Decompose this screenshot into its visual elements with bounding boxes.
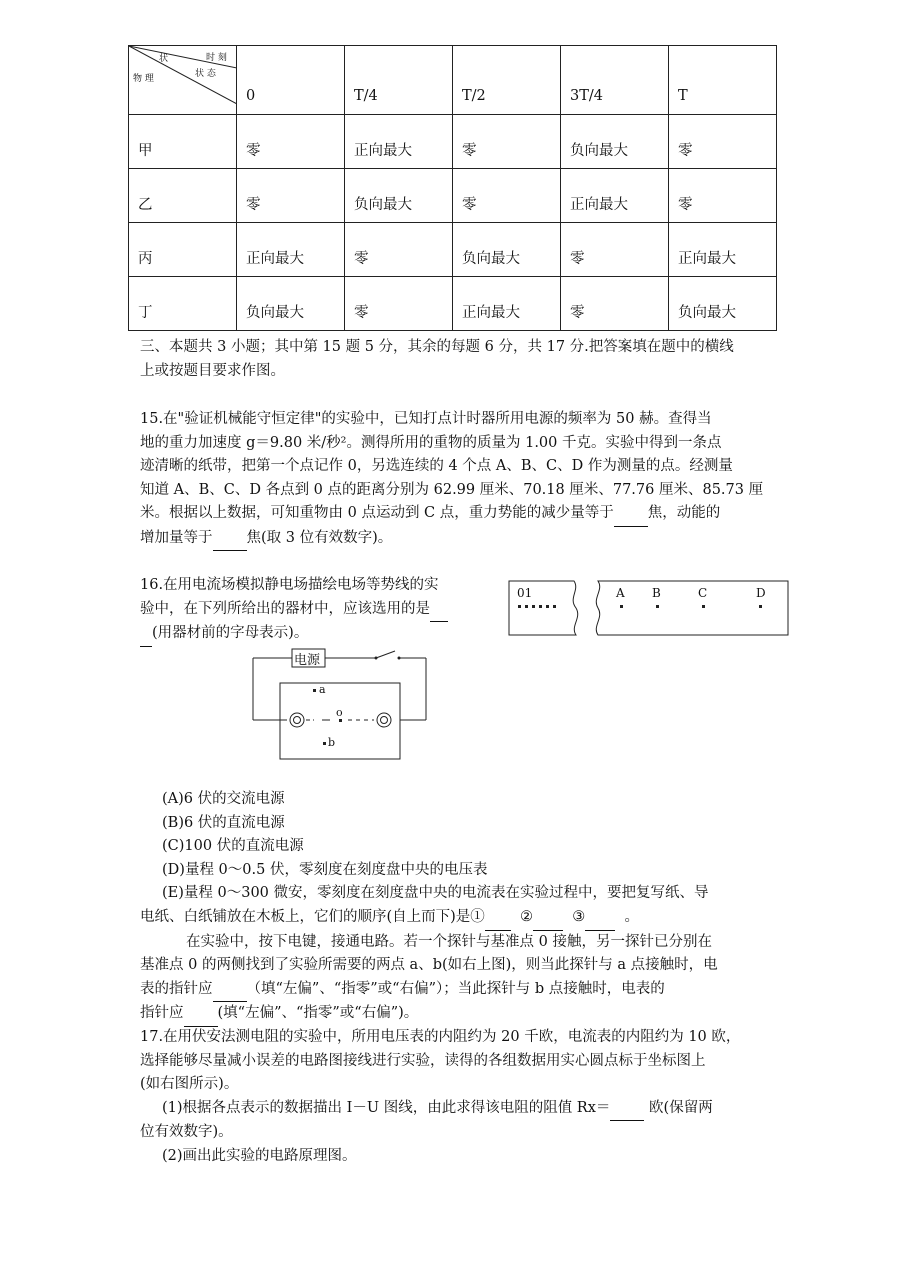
question-17 [140,1026,790,1168]
header-cell: T [669,46,777,115]
circuit-diagram [252,644,432,762]
answer-blank-pointer-b[interactable] [184,1002,218,1027]
table-cell: 零 [345,223,453,277]
table-cell: 零 [453,115,561,169]
point-b-label: b [328,736,336,749]
answer-blank-equipment-b[interactable] [140,622,152,647]
q16-options [162,788,802,906]
q17-line: 位有效数字)。 [140,1124,233,1140]
table-cell: 负向最大 [561,115,669,169]
row-label: 乙 [129,169,237,223]
answer-blank-potential-energy[interactable] [614,502,648,527]
point-o-label: o [336,706,343,719]
q15-line: 知道 A、B、C、D 各点到 0 点的距离分别为 62.99 厘米、70.18 厘米、77.76 厘米、85.73 厘 [140,481,764,498]
corner-label-left: 状 [159,54,169,64]
tape-start-label: 01 [517,586,533,600]
q15-text: 焦(取 3 位有效数字)。 [246,529,393,546]
answer-blank-order-1[interactable] [485,906,511,931]
paper-tape-figure [508,580,790,636]
answer-blank-order-3[interactable] [585,906,615,931]
q17-line [140,1097,790,1122]
q15-line: 15.在"验证机械能守恒定律"的实验中，已知打点计时器所用电源的频率为 50 赫。查得当 [140,411,712,427]
q16-line: 在实验中，按下电键，接通电路。若一个探针与基准点 0 接触，另一探针已分别在 [186,933,712,950]
option-item: (A)6 伏的交流电源 [162,791,285,807]
q17-line: 选择能够尽量减小误差的电路图接线进行实验，读得的各组数据用实心圆点标于坐标图上 [140,1052,706,1069]
q16-text: 表的指针应 [140,980,213,997]
q16-text: (填“左偏”、“指零”或“右偏”)。 [217,1005,419,1021]
option-item: (B)6 伏的直流电源 [162,814,285,831]
table-cell: 正向最大 [453,277,561,331]
paper-tape-outline [508,580,790,636]
q17-line: (2)画出此实验的电路原理图。 [162,1147,357,1164]
q16-text: 。 [624,909,639,925]
table-cell: 正向最大 [561,169,669,223]
table-cell: 正向最大 [345,115,453,169]
tape-point-b: B [652,586,661,600]
table-cell: 零 [669,115,777,169]
tape-point-c: C [698,586,708,600]
q17-text: 欧(保留两 [649,1099,713,1116]
q16-text: 指针应 [140,1005,184,1021]
header-cell: T/2 [453,46,561,115]
q15-text: 米。根据以上数据，可知重物由 0 点运动到 C 点，重力势能的减少量等于 [140,505,614,521]
row-label: 丙 [129,223,237,277]
table-row [129,277,777,331]
q16-continuation [140,906,790,1027]
table-row [129,115,777,169]
q15-text: 增加量等于 [140,529,213,546]
q16-text: 验中，在下列所给出的器材中，应该选用的是 [140,600,430,617]
table-row [129,223,777,277]
q16-text: 电纸、白纸铺放在木板上，它们的顺序(自上而下)是① [140,909,485,925]
q16-line [140,598,485,623]
header-cell: 3T/4 [561,46,669,115]
table-cell: 正向最大 [237,223,345,277]
section-three-line: 三、本题共 3 小题；其中第 15 题 5 分，其余的每题 6 分，共 17 分.把答案填在题中的横线 [140,339,734,355]
table-corner-cell [129,46,237,115]
q15-text: 焦，动能的 [647,505,721,521]
table-cell: 零 [669,169,777,223]
table-cell: 零 [561,277,669,331]
q16-text: (用器材前的字母表示)。 [152,625,309,641]
question-16-stem [140,574,485,647]
table-cell: 零 [345,277,453,331]
q16-text: ③ [572,909,586,925]
q16-text: （填“左偏”、“指零”或“右偏”）；当此探针与 b 点接触时，电表的 [246,980,665,997]
row-label: 丁 [129,277,237,331]
table-cell: 负向最大 [345,169,453,223]
q17-text: (1)根据各点表示的数据描出 I－U 图线，由此求得该电阻的阻值 Rx＝ [162,1099,611,1116]
table-cell: 零 [237,169,345,223]
answer-blank-kinetic-energy[interactable] [213,527,247,552]
q16-text: ② [520,909,534,925]
q17-line: 17.在用伏安法测电阻的实验中，所用电压表的内阻约为 20 千欧，电流表的内阻约为 10 欧， [140,1029,741,1045]
point-a-label: a [319,683,326,696]
tape-point-a: A [616,586,625,600]
header-cell: T/4 [345,46,453,115]
table-cell: 零 [453,169,561,223]
q16-line [140,978,790,1003]
corner-label-time: 时 刻 [206,53,227,63]
power-source-label: 电源 [294,653,321,668]
answer-blank-equipment-a[interactable] [430,598,448,623]
q16-line: 基准点 0 的两侧找到了实验所需要的两点 a、b(如右上图)，则当此探针与 a 点接触时，电 [140,957,718,973]
table-cell: 负向最大 [669,277,777,331]
q17-line: (如右图所示)。 [140,1076,239,1092]
option-item: (E)量程 0～300 微安，零刻度在刻度盘中央的电流表在实验过程中，要把复写纸、导 [162,885,709,901]
option-item: (C)100 伏的直流电源 [162,838,304,854]
q16-line [140,622,485,647]
question-15 [140,408,790,551]
answer-blank-order-2[interactable] [533,906,563,931]
q15-line: 地的重力加速度 g＝9.80 米/秒²。测得所用的重物的质量为 1.00 千克。实验中得到一条点 [140,434,722,451]
table-row [129,169,777,223]
q16-line [140,906,790,931]
answer-blank-resistance[interactable] [610,1097,644,1122]
q16-line [140,1002,790,1027]
q15-line: 迹清晰的纸带，把第一个点记作 0，另选连续的 4 个点 A、B、C、D 作为测量的点。经测量 [140,458,733,474]
table-cell: 正向最大 [669,223,777,277]
table-cell: 负向最大 [453,223,561,277]
header-cell: 0 [237,46,345,115]
corner-label-state: 状 态 [195,69,216,79]
circuit-figure [252,644,432,762]
table-cell: 零 [237,115,345,169]
state-table [128,45,777,331]
corner-label-object: 物 理 [133,74,154,84]
q15-line [140,527,790,552]
q16-line: 16.在用电流场模拟静电场描绘电场等势线的实 [140,577,439,593]
answer-blank-pointer-a[interactable] [213,978,247,1003]
tape-point-d: D [756,586,766,600]
section-three-intro [140,336,790,383]
q15-line [140,502,790,527]
option-item: (D)量程 0～0.5 伏，零刻度在刻度盘中央的电压表 [162,861,488,878]
section-three-line: 上或按题目要求作图。 [140,362,285,379]
row-label: 甲 [129,115,237,169]
table-cell: 零 [561,223,669,277]
table-cell: 负向最大 [237,277,345,331]
